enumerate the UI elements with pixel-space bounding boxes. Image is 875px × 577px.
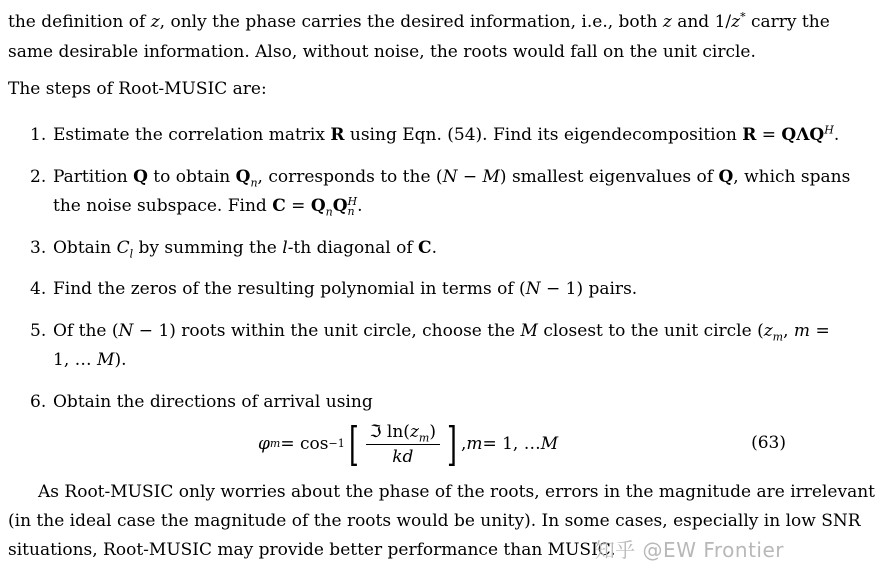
- step-1: 1. Estimate the correlation matrix R using Eqn. (54). Find its eigendecomposition $R = Q\Lambda Q^H$.: [30, 123, 840, 145]
- para2-line3: situations, Root-MUSIC may provide better performance than MUSIC.: [8, 540, 616, 560]
- para2-line2: (in the ideal case the magnitude of the roots would be unity). In some cases, especially in low SNR: [8, 511, 861, 531]
- right-bracket: ]: [447, 417, 457, 471]
- step-4: 4. Find the zeros of the resulting polynomial in terms of (N − 1) pairs.: [30, 279, 638, 299]
- step-2-cont: the noise subspace. Find $C = Q_nQ$ H n .: [53, 194, 363, 219]
- para1-line1: the definition of z, only the phase carries the desired information, i.e., both z and 1/z* carry the: [8, 10, 830, 32]
- para2-line1: As Root-MUSIC only worries about the phase of the roots, errors in the magnitude are irrelevant: [38, 482, 875, 502]
- equation-63: φ m = cos −1 [ $\frac{ℑ \ln(z_m)}{kd}$ ] , m = 1, … M: [258, 417, 559, 471]
- equation-number: (63): [751, 433, 786, 453]
- step-6: 6. Obtain the directions of arrival using: [30, 392, 373, 412]
- step-5: 5. Of the (N − 1) roots within the unit circle, choose the M closest to the unit circle ($z_m$, m =: [30, 321, 830, 344]
- watermark: 知乎 @EW Frontier: [594, 538, 784, 562]
- para1-line2: same desirable information. Also, without noise, the roots would fall on the unit circle.: [8, 42, 756, 62]
- steps-heading: The steps of Root-MUSIC are:: [8, 79, 267, 99]
- equation-fraction: $\frac{ℑ \ln(z_m)}{kd}$: [366, 422, 440, 467]
- step-5-cont: 1, … M).: [53, 350, 127, 370]
- left-bracket: [: [348, 417, 359, 471]
- step-3: 3. Obtain $C_l$ by summing the l-th diagonal of C.: [30, 238, 437, 261]
- step-2: 2. Partition Q to obtain $Q_n$, corresponds to the (N − M) smallest eigenvalues of Q, which spans: [30, 167, 851, 190]
